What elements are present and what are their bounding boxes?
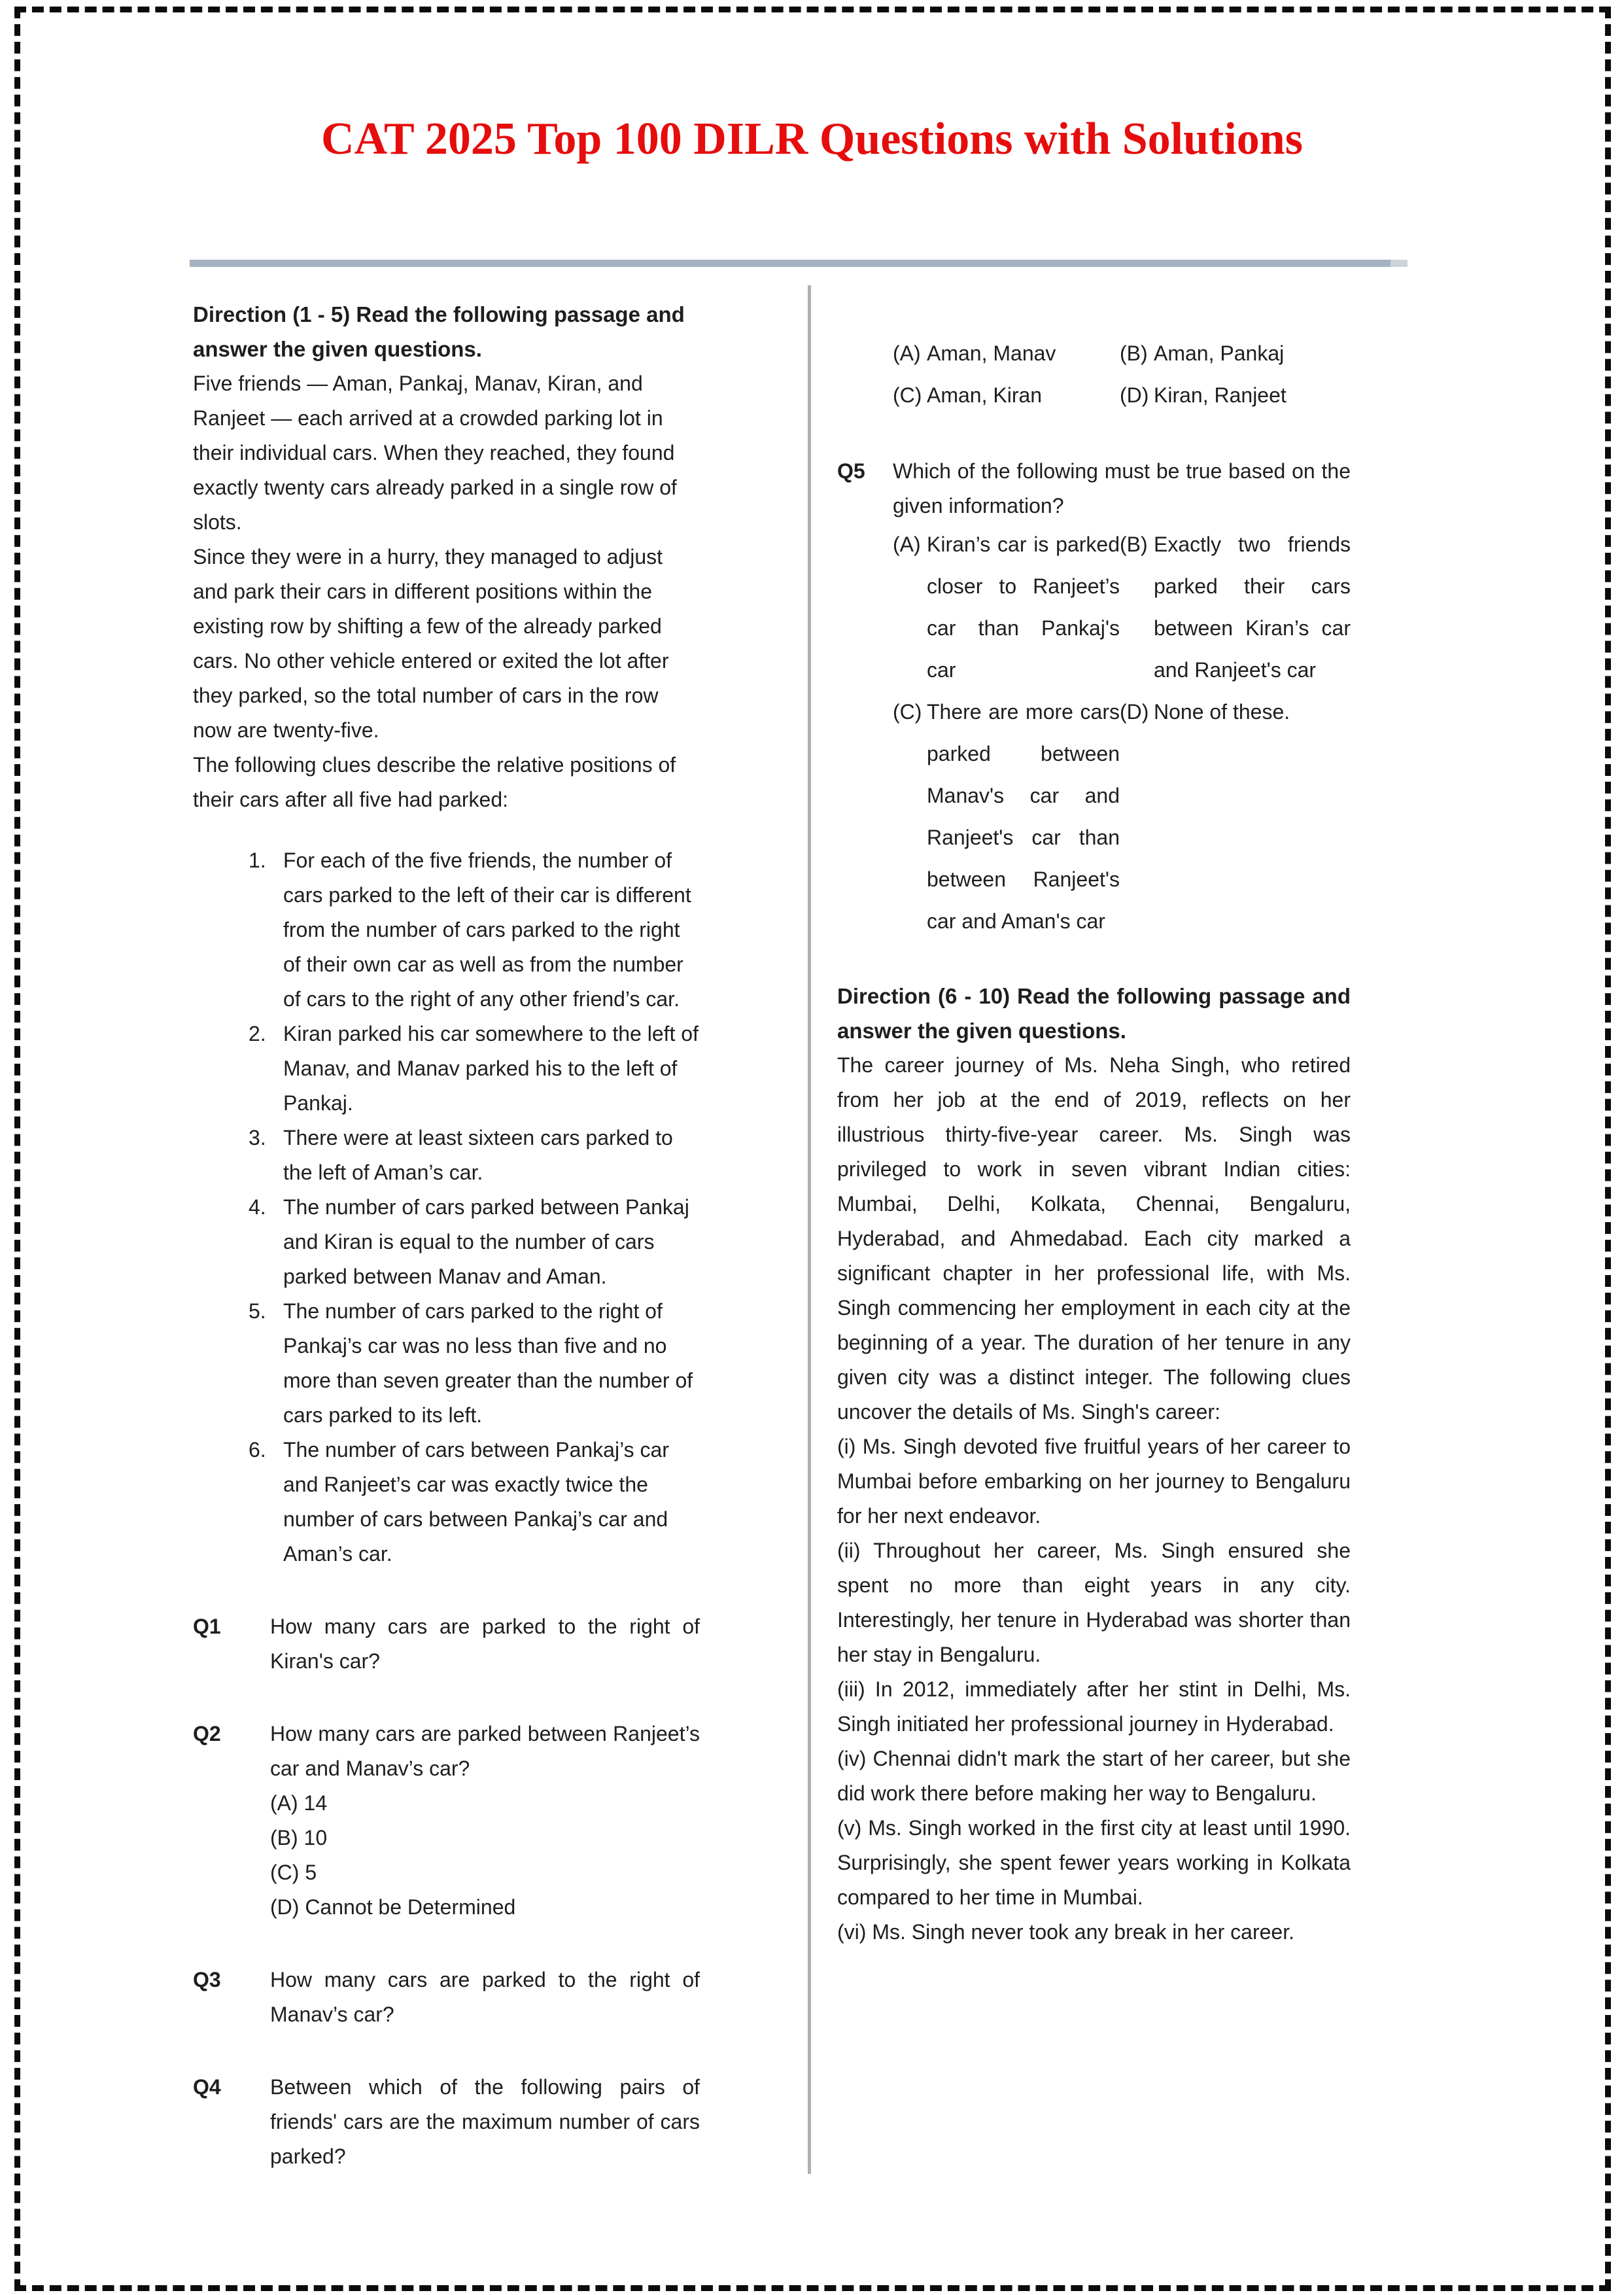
question-text: Between which of the following pairs of friends' cars are the maximum number of cars parked?	[270, 2075, 700, 2168]
clue-iv: (iv) Chennai didn't mark the start of her career, but she did work there before making her way to Bengaluru.	[837, 1747, 1351, 1805]
clue-number: 3.	[249, 1126, 266, 1149]
question-q3	[193, 1963, 700, 2032]
question-text: How many cars are parked to the right of Manav’s car?	[270, 1968, 700, 2026]
clue-ii: (ii) Throughout her career, Ms. Singh ensured she spent no more than eight years in any city. Interestingly, her tenure in Hyderabad was shorter than her stay in Bengaluru.	[837, 1539, 1351, 1666]
clue-list	[193, 843, 700, 1571]
title-divider-rule	[190, 260, 1408, 267]
clue-vi: (vi) Ms. Singh never took any break in her career.	[837, 1920, 1294, 1944]
option-c	[893, 374, 1120, 416]
option-row	[893, 374, 1351, 416]
question-label: Q5	[837, 459, 865, 483]
clue-i: (i) Ms. Singh devoted five fruitful years of her career to Mumbai before embarking on her journey to Bengaluru for her next endeavor.	[837, 1435, 1351, 1528]
clue-number: 5.	[249, 1299, 266, 1323]
option-c	[893, 691, 1120, 942]
passage-paragraph: Five friends — Aman, Pankaj, Manav, Kiran, and Ranjeet — each arrived at a crowded parking lot in their individual cars. When they reached, they found exactly twenty cars already parked in a single row of slots.	[193, 372, 677, 534]
option-text: There are more cars parked between Manav's car and Ranjeet's car than between Ranjeet's car and Aman's car	[927, 700, 1120, 933]
question-q1	[193, 1609, 700, 1679]
clue-number: 6.	[249, 1438, 266, 1462]
option-row	[893, 332, 1351, 374]
option-text: None of these.	[1154, 700, 1290, 724]
page-title: CAT 2025 Top 100 DILR Questions with Solutions	[321, 114, 1303, 164]
option-a	[893, 332, 1120, 374]
option-label: (D)	[1120, 383, 1149, 407]
clue-item	[193, 1294, 700, 1433]
clue-number: 4.	[249, 1195, 266, 1219]
question-text: How many cars are parked to the right of Kiran's car?	[270, 1615, 700, 1673]
clue-item	[193, 843, 700, 1017]
option-label: (C)	[893, 700, 922, 724]
option-label: (C)	[893, 383, 922, 407]
question-q2	[193, 1717, 700, 1925]
passage-paragraph: The career journey of Ms. Neha Singh, who retired from her job at the end of 2019, reflects on her illustrious thirty-five-year career. Ms. Singh was privileged to work in seven vibrant Indian cities: Mumbai, Delhi, Kolkata, Chennai, Bengaluru, Hyderabad, and Ahmedabad. Each city marked a significant chapter in her professional life, with Ms. Singh commencing her employment in each city at the beginning of a year. The duration of her tenure in any given city was a distinct integer. The following clues uncover the details of Ms. Singh's career:	[837, 1053, 1351, 1424]
column-divider	[808, 285, 811, 2174]
clue-v: (v) Ms. Singh worked in the first city at least until 1990. Surprisingly, she spent fewer years working in Kolkata compared to her time in Mumbai.	[837, 1816, 1351, 1909]
option-d	[1120, 691, 1351, 942]
clue-text: There were at least sixteen cars parked to the left of Aman’s car.	[283, 1126, 673, 1184]
right-column	[837, 285, 1351, 2174]
option-text: Exactly two friends parked their cars between Kiran’s car and Ranjeet's car	[1154, 533, 1351, 682]
question-q4	[193, 2070, 700, 2174]
direction-1-5-heading: Direction (1 - 5) Read the following passage and answer the given questions.	[193, 302, 685, 361]
option-label: (A)	[893, 533, 921, 556]
option-label: (D)	[1120, 700, 1149, 724]
option-a	[893, 523, 1120, 691]
clue-number: 2.	[249, 1022, 266, 1045]
question-label: Q1	[193, 1615, 221, 1638]
q4-options-grid	[893, 332, 1351, 416]
clue-item	[193, 1017, 700, 1121]
option-text: Aman, Pankaj	[1154, 342, 1285, 365]
clue-text: The number of cars between Pankaj’s car and Ranjeet’s car was exactly twice the number of cars between Pankaj’s car and Aman’s car.	[283, 1438, 669, 1566]
option-a: (A) 14	[270, 1791, 328, 1815]
option-b	[1120, 523, 1351, 691]
clue-item	[193, 1433, 700, 1571]
option-text: Kiran, Ranjeet	[1154, 383, 1287, 407]
question-label: Q3	[193, 1968, 221, 1991]
question-label: Q2	[193, 1722, 221, 1745]
option-label: (B)	[1120, 342, 1148, 365]
option-row	[893, 691, 1351, 942]
question-label: Q4	[193, 2075, 221, 2099]
left-column	[193, 285, 700, 2174]
clue-text: Kiran parked his car somewhere to the left of Manav, and Manav parked his to the left of Pankaj.	[283, 1022, 699, 1115]
passage-paragraph: The following clues describe the relative positions of their cars after all five had parked:	[193, 753, 676, 811]
clue-text: For each of the five friends, the number of cars parked to the left of their car is different from the number of cars parked to the right of their own car as well as from the number of cars to the right of any other friend’s car.	[283, 849, 691, 1011]
option-text: Aman, Manav	[927, 342, 1056, 365]
option-row	[893, 523, 1351, 691]
option-text: Aman, Kiran	[927, 383, 1043, 407]
option-label: (A)	[893, 342, 921, 365]
option-d: (D) Cannot be Determined	[270, 1895, 516, 1919]
option-c: (C) 5	[270, 1861, 317, 1884]
option-text: Kiran’s car is parked closer to Ranjeet’s car than Pankaj's car	[927, 533, 1120, 682]
question-text: Which of the following must be true based on the given information?	[893, 459, 1351, 517]
clue-text: The number of cars parked between Pankaj and Kiran is equal to the number of cars parked between Manav and Aman.	[283, 1195, 689, 1288]
clue-number: 1.	[249, 849, 266, 872]
clue-text: The number of cars parked to the right of Pankaj’s car was no less than five and no more than seven greater than the number of cars parked to its left.	[283, 1299, 693, 1427]
content-columns	[193, 285, 1624, 2174]
clue-iii: (iii) In 2012, immediately after her stint in Delhi, Ms. Singh initiated her professional journey in Hyderabad.	[837, 1677, 1351, 1736]
option-label: (B)	[1120, 533, 1148, 556]
passage-paragraph: Since they were in a hurry, they managed to adjust and park their cars in different positions within the existing row by shifting a few of the already parked cars. No other vehicle entered or exited the lot after they parked, so the total number of cars in the row now are twenty-five.	[193, 545, 669, 742]
clue-item	[193, 1190, 700, 1294]
option-b: (B) 10	[270, 1826, 328, 1849]
clue-item	[193, 1121, 700, 1190]
question-q5	[837, 454, 1351, 942]
option-d	[1120, 374, 1351, 416]
option-b	[1120, 332, 1351, 374]
question-text: How many cars are parked between Ranjeet’s car and Manav’s car?	[270, 1722, 700, 1780]
direction-6-10-heading: Direction (6 - 10) Read the following passage and answer the given questions.	[837, 984, 1351, 1043]
